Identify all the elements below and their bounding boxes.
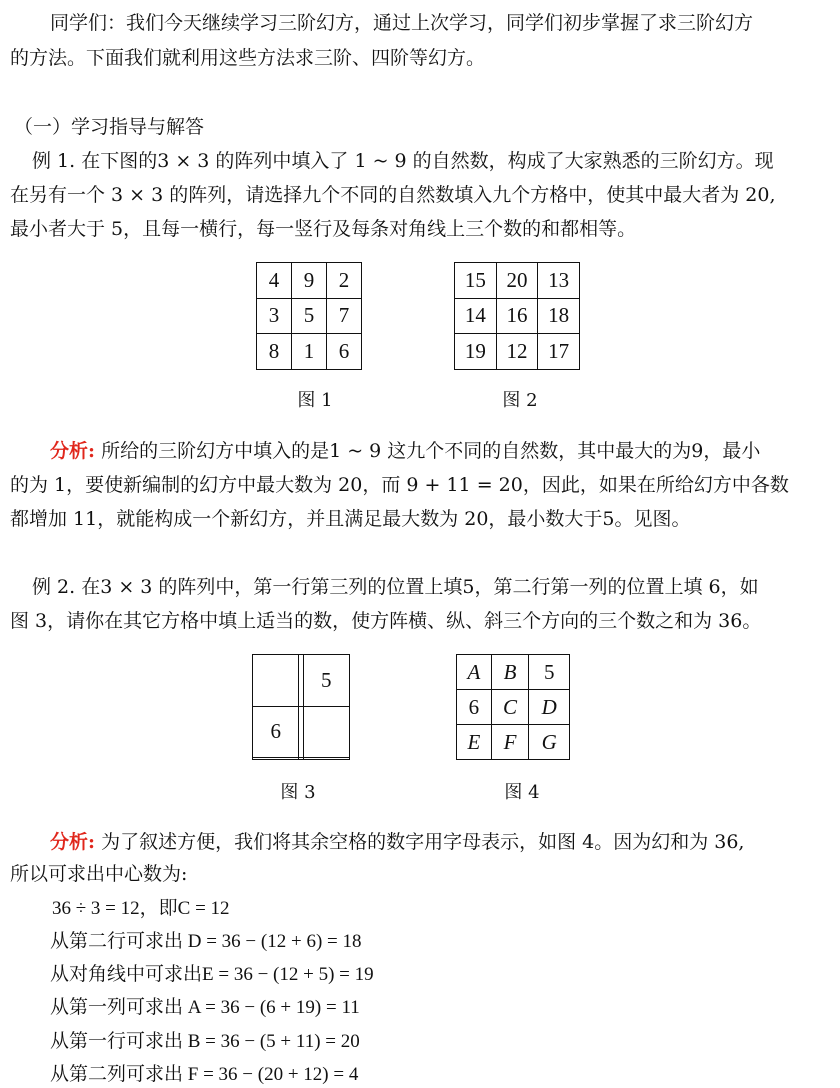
fig1-caption: 图 1 (297, 390, 333, 411)
fig3-cell: 5 (303, 655, 350, 707)
analysis1-line-3: 都增加 11，就能构成一个新幻方，并且满足最大数为 20，最小数大于5。见图。 (10, 508, 691, 530)
analysis1-line-2: 的为 1，要使新编制的幻方中最大数为 20，而 9 + 11 = 20，因此，如果在所给幻方中各数 (10, 474, 789, 496)
fig4-cell: D (529, 690, 570, 725)
fig4-cell: 5 (529, 655, 570, 690)
example2-line-1: 例 2. 在3 × 3 的阵列中，第一行第三列的位置上填5，第二行第一列的位置上填 6，如 (32, 576, 759, 598)
fig1-grid (256, 262, 362, 370)
intro-line-1: 同学们：我们今天继续学习三阶幻方，通过上次学习，同学们初步掌握了求三阶幻方 (50, 12, 754, 34)
fig3-cell (303, 758, 350, 760)
fig2-cell: 16 (496, 298, 538, 334)
fig3-grid (252, 654, 350, 760)
analysis2-line-2: 所以可求出中心数为: (10, 863, 188, 885)
fig4-cell: G (529, 725, 570, 760)
analysis1-line-1 (50, 438, 760, 464)
fig2-caption: 图 2 (502, 390, 538, 411)
fig1-cell: 6 (327, 334, 362, 370)
fig1-cell: 2 (327, 263, 362, 299)
fig2-cell: 19 (455, 334, 497, 370)
intro-line-2: 的方法。下面我们就利用这些方法求三阶、四阶等幻方。 (10, 47, 486, 69)
fig1-cell: 4 (257, 263, 292, 299)
analysis2-text-1: 为了叙述方便，我们将其余空格的数字用字母表示，如图 4。因为幻和为 36, (101, 831, 745, 853)
fig1-cell: 3 (257, 298, 292, 334)
solution-step: 从对角线中可求出E = 36 − (12 + 5) = 19 (50, 964, 374, 985)
fig1-cell: 9 (292, 263, 327, 299)
fig2-cell: 15 (455, 263, 497, 299)
fig2-cell: 17 (538, 334, 580, 370)
fig4-caption: 图 4 (504, 782, 540, 803)
fig4-cell: A (457, 655, 492, 690)
analysis2-label: 分析: (50, 831, 96, 853)
fig4-cell: E (457, 725, 492, 760)
example2-line-2: 图 3，请你在其它方格中填上适当的数，使方阵横、纵、斜三个方向的三个数之和为 36。 (10, 610, 762, 632)
solution-step: 36 ÷ 3 = 12，即C = 12 (52, 898, 230, 919)
fig1-cell: 7 (327, 298, 362, 334)
analysis2-line-1 (50, 829, 744, 855)
fig4-cell: B (491, 655, 529, 690)
fig4-cell: C (491, 690, 529, 725)
example1-line-2: 在另有一个 3 × 3 的阵列，请选择九个不同的自然数填入九个方格中，使其中最大者为 20, (10, 184, 776, 206)
fig2-cell: 13 (538, 263, 580, 299)
solution-step: 从第二列可求出 F = 36 − (20 + 12) = 4 (50, 1064, 359, 1085)
fig3-cell: 6 (253, 706, 299, 758)
solution-step: 从第一行可求出 B = 36 − (5 + 11) = 20 (50, 1031, 360, 1052)
solution-step: 从第二行可求出 D = 36 − (12 + 6) = 18 (50, 931, 362, 952)
fig2-cell: 20 (496, 263, 538, 299)
analysis1-text-1: 所给的三阶幻方中填入的是1 ~ 9 这九个不同的自然数，其中最大的为9，最小 (101, 440, 761, 462)
fig4-grid (456, 654, 570, 760)
example1-line-1: 例 1. 在下图的3 × 3 的阵列中填入了 1 ~ 9 的自然数，构成了大家熟悉的三阶幻方。现 (32, 150, 774, 172)
fig3-cell (253, 758, 299, 760)
fig2-cell: 12 (496, 334, 538, 370)
fig2-cell: 18 (538, 298, 580, 334)
fig4-cell: F (491, 725, 529, 760)
fig1-cell: 1 (292, 334, 327, 370)
fig1-cell: 5 (292, 298, 327, 334)
fig2-grid (454, 262, 580, 370)
fig2-cell: 14 (455, 298, 497, 334)
fig3-cell (303, 706, 350, 758)
fig1-cell: 8 (257, 334, 292, 370)
solution-step: 从第一列可求出 A = 36 − (6 + 19) = 11 (50, 997, 360, 1018)
fig4-cell: 6 (457, 690, 492, 725)
analysis1-label: 分析: (50, 440, 96, 462)
example1-line-3: 最小者大于 5，且每一横行，每一竖行及每条对角线上三个数的和都相等。 (10, 218, 637, 240)
fig3-cell (253, 655, 299, 707)
fig3-caption: 图 3 (280, 782, 316, 803)
section-title: （一）学习指导与解答 (14, 116, 205, 138)
